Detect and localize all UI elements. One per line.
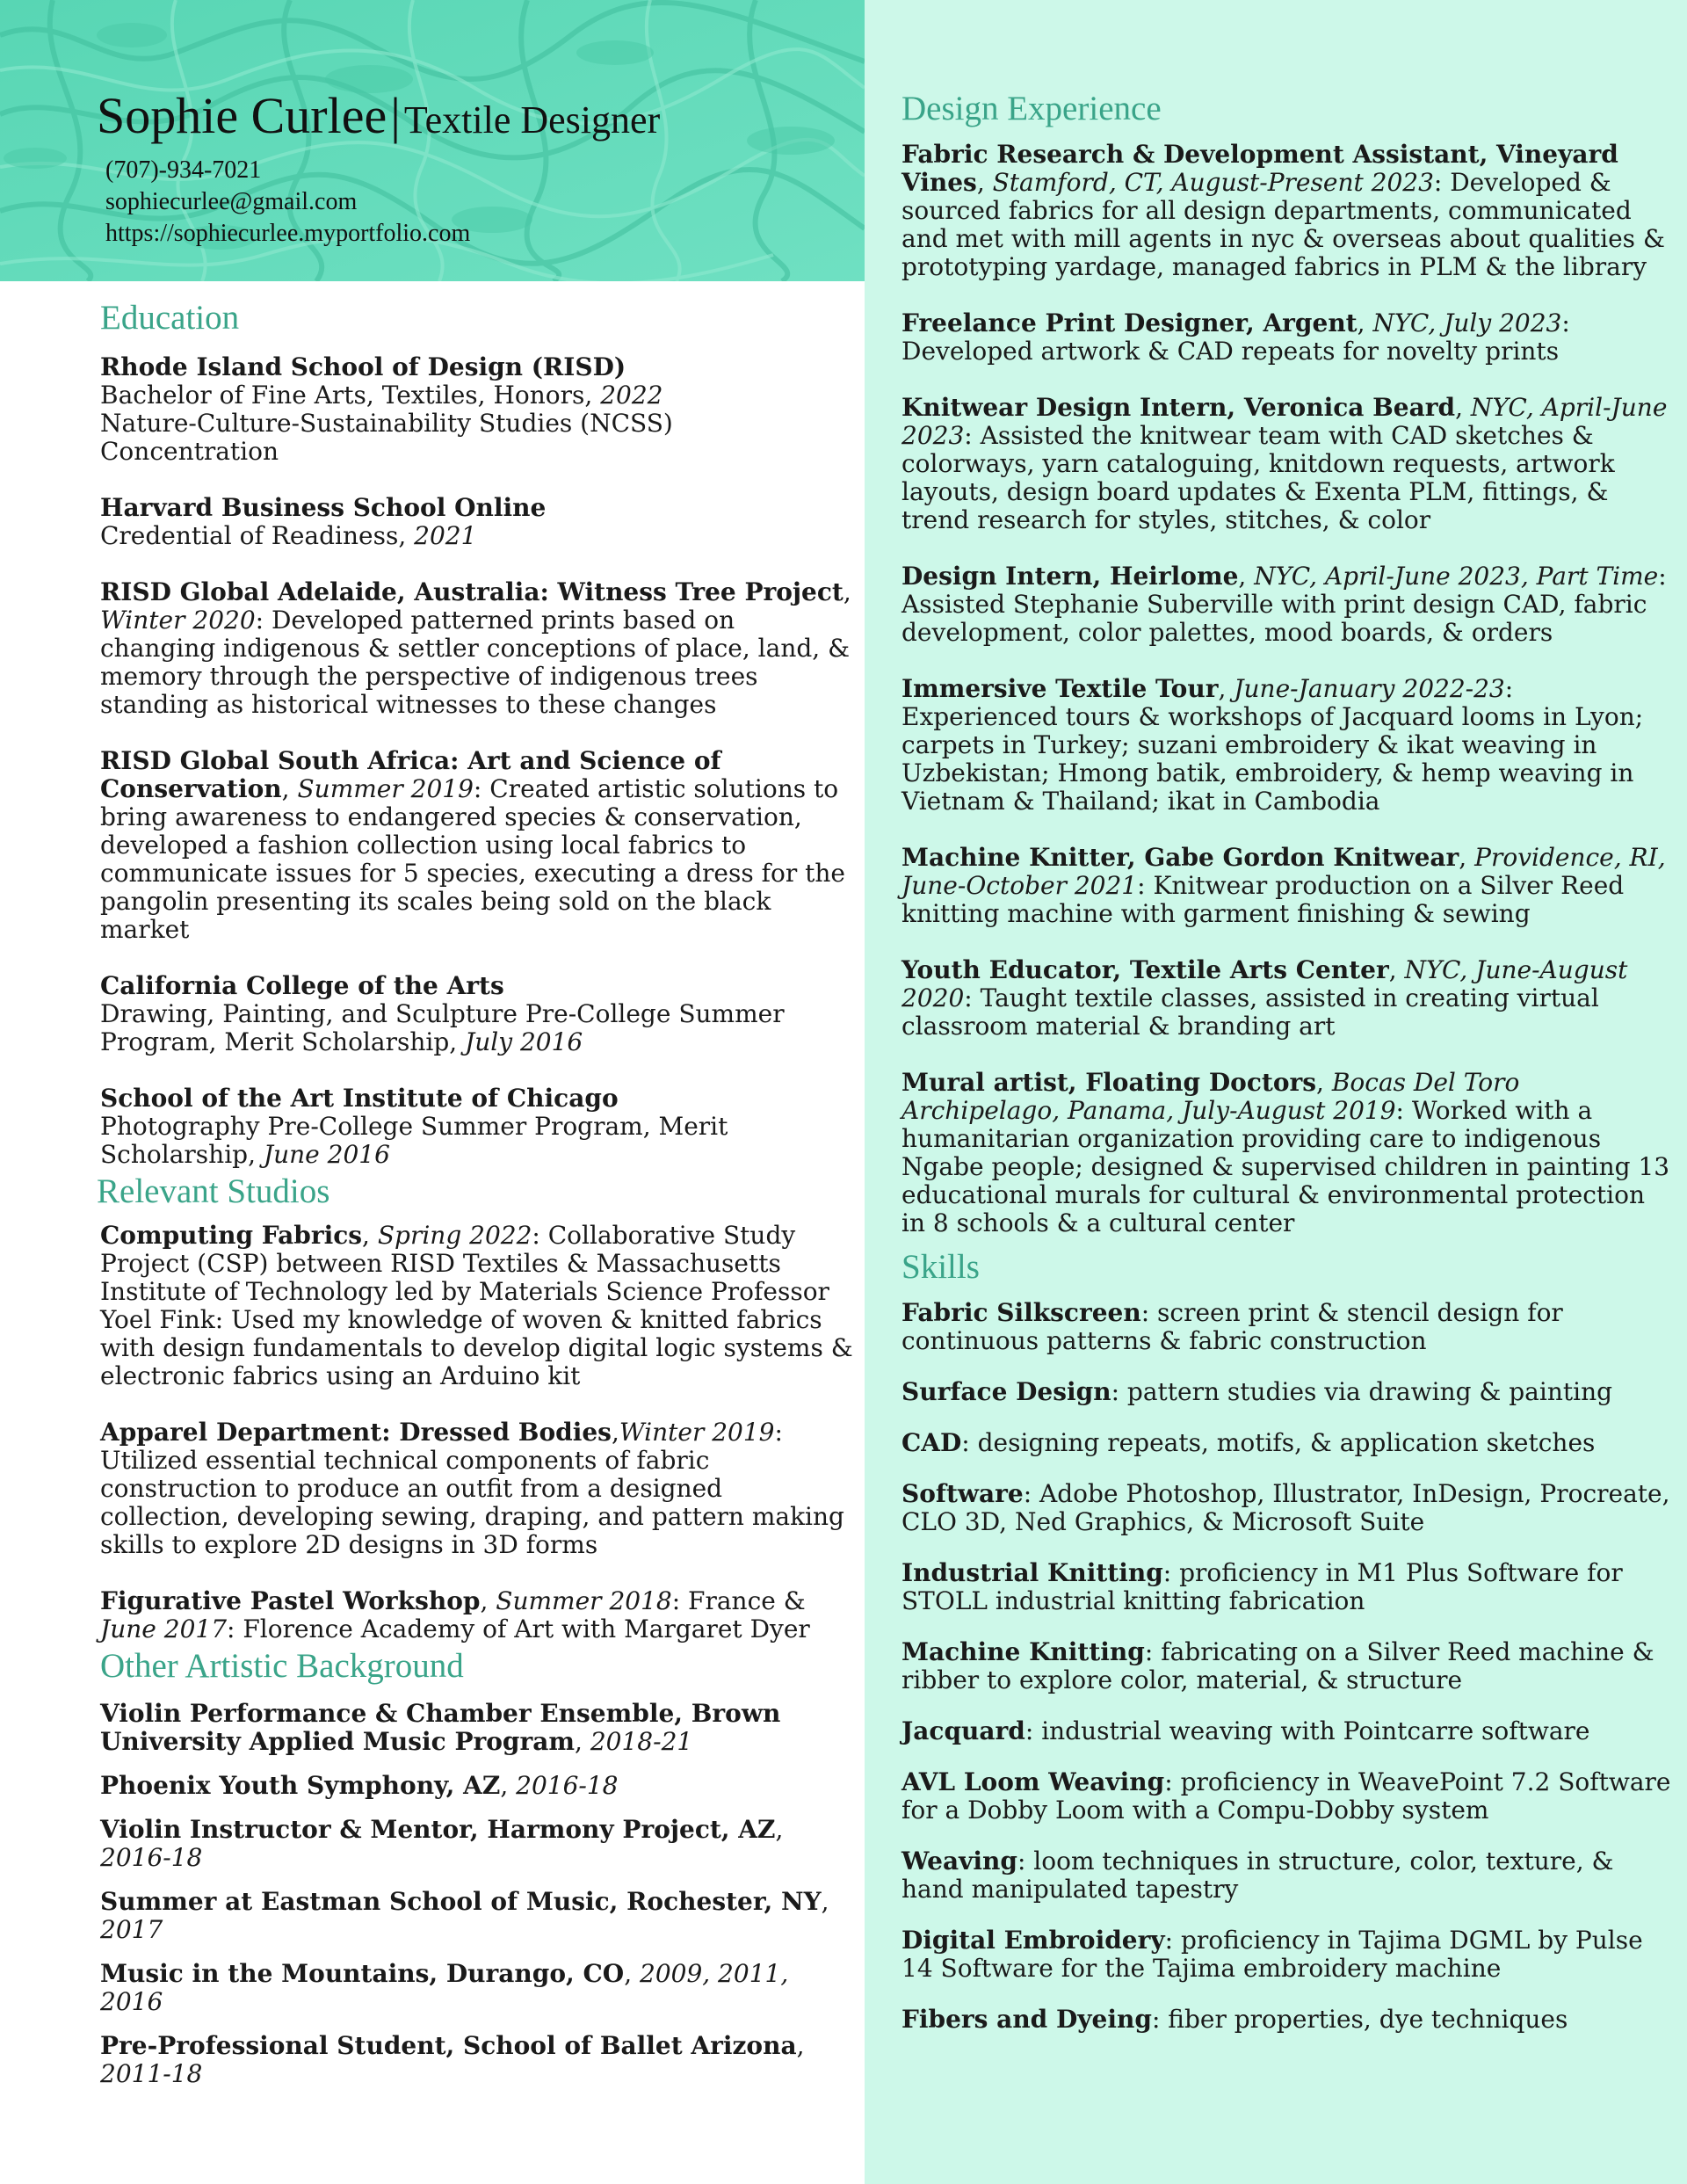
entry-title: Industrial Knitting: [901, 1558, 1163, 1587]
entry-text: ,: [821, 1887, 829, 1916]
artistic-list: [100, 1700, 856, 2088]
contact-block: [105, 155, 470, 250]
entry-description: : Utilized essential technical components of fabric construction to produce an outfit from a designed collection, developing sewing, draping, and pattern making skills to explore 2D designs in 3D forms: [100, 1418, 844, 1559]
entry-title: Surface Design: [901, 1377, 1111, 1406]
entry-text: ,: [611, 1418, 619, 1447]
education-list: [100, 353, 856, 1169]
entry-text: ,: [362, 1221, 378, 1250]
artistic-entry: [100, 1772, 856, 1800]
entry-date: June 2016: [263, 1140, 390, 1169]
entry-text: ,: [1459, 843, 1475, 872]
entry-title: Music in the Mountains, Durango, CO: [100, 1959, 625, 1988]
entry-date: Spring 2022: [377, 1221, 532, 1250]
entry-description: : Developed patterned prints based on changing indigenous & settler conceptions of place, land, & memory through the perspective of indigenous trees standing as historical witnesses to these changes: [100, 606, 851, 719]
entry-title: Digital Embroidery: [901, 1926, 1165, 1955]
entry-description: : Collaborative Study Project (CSP) between RISD Textiles & Massachusetts Institute of Technology led by Materials Science Professor Yoel Fink: Used my knowledge of woven & knitted fabrics with design fundamentals to develop digital logic systems & electronic fabrics using an Arduino kit: [100, 1221, 853, 1390]
experience-entry: [901, 394, 1675, 534]
studios-list: [100, 1222, 856, 1643]
entry-text: Credential of Readiness,: [100, 521, 415, 550]
entry-description: : Knitwear production on a Silver Reed knitting machine with garment finishing & sewing: [901, 871, 1625, 928]
entry-description: : Developed & sourced fabrics for all design departments, communicated and met with mill agents in nyc & overseas about qualities & prototyping yardage, managed fabrics in PLM & the library: [901, 168, 1665, 281]
entry-title: Weaving: [901, 1847, 1017, 1876]
entry-title: Violin Performance & Chamber Ensemble, Brown University Applied Music Program: [100, 1699, 781, 1756]
education-entry: [100, 578, 856, 719]
entry-text: Bachelor of Fine Arts, Textiles, Honors,: [100, 381, 601, 410]
entry-text: ,: [775, 1815, 784, 1844]
entry-text: ,: [480, 1586, 496, 1615]
entry-text: ,: [1388, 955, 1405, 984]
entry-date: NYC, April-June 2023, Part Time: [1254, 562, 1659, 591]
entry-text: ,: [575, 1727, 590, 1756]
entry-title: Violin Instructor & Mentor, Harmony Project, AZ: [100, 1815, 776, 1844]
entry-date: 2016-18: [100, 1843, 203, 1872]
section-title-skills: Skills: [901, 1248, 980, 1286]
entry-description: : proficiency in Tajima DGML by Pulse 14 Software for the Tajima embroidery machine: [901, 1926, 1643, 1983]
entry-title: Rhode Island School of Design (RISD): [100, 352, 626, 381]
experience-list: [901, 141, 1675, 1237]
entry-description: : Worked with a humanitarian organization providing care to indigenous Ngabe people; designed & supervised children in painting 13 educational murals for cultural & environmental protection in 8 schools & a cultural center: [901, 1096, 1670, 1237]
experience-entry: [901, 562, 1675, 647]
entry-description: : Assisted the knitwear team with CAD sketches & colorways, yarn cataloguing, knitdown requests, artwork layouts, design board updates & Exenta PLM, fittings, & trend research for styles, stitches, & color: [901, 421, 1615, 534]
entry-title: Jacquard: [901, 1716, 1025, 1745]
entry-description: : designing repeats, motifs, & application sketches: [961, 1428, 1596, 1457]
entry-date: Summer 2018: [496, 1586, 672, 1615]
entry-title: Apparel Department: Dressed Bodies: [100, 1418, 612, 1447]
entry-text: ,: [976, 168, 993, 197]
skill-entry: [901, 1717, 1675, 1745]
skill-entry: [901, 1299, 1675, 1355]
artistic-entry: [100, 1700, 856, 1756]
entry-title: AVL Loom Weaving: [901, 1767, 1165, 1796]
entry-description: : industrial weaving with Pointcarre software: [1025, 1716, 1590, 1745]
entry-date: Summer 2019: [297, 774, 474, 803]
artistic-entry: [100, 1816, 856, 1872]
entry-description: : loom techniques in structure, color, texture, & hand manipulated tapestry: [901, 1847, 1614, 1904]
entry-title: Software: [901, 1479, 1024, 1508]
skill-entry: [901, 2006, 1675, 2034]
section-title-experience: Design Experience: [901, 90, 1162, 127]
experience-entry: [901, 141, 1675, 281]
entry-date: 2011-18: [100, 2059, 203, 2088]
studio-entry: [100, 1587, 856, 1643]
entry-title: Fibers and Dyeing: [901, 2005, 1152, 2034]
section-title-studios: Relevant Studios: [97, 1172, 330, 1210]
entry-date: June-January 2022-23: [1234, 674, 1505, 703]
entry-date: Winter 2020: [100, 606, 256, 635]
entry-date: Bocas Del Toro Archipelago, Panama, July-August 2019: [901, 1068, 1520, 1125]
name-title-line: [97, 86, 660, 145]
entry-date: NYC, April-June 2023: [901, 393, 1668, 450]
entry-description: : proficiency in M1 Plus Software for STOLL industrial knitting fabrication: [901, 1558, 1623, 1615]
portfolio-link[interactable]: https://sophiecurlee.myportfolio.com: [105, 220, 471, 247]
phone-number[interactable]: (707)-934-7021: [105, 156, 262, 184]
entry-description: : Developed artwork & CAD repeats for novelty prints: [901, 308, 1570, 366]
entry-text: ,: [1357, 308, 1373, 337]
right-column: [901, 88, 1675, 2057]
entry-text: ,: [796, 2031, 805, 2060]
entry-text: ,: [624, 1959, 640, 1988]
email-link[interactable]: sophiecurlee@gmail.com: [105, 188, 358, 215]
entry-date: 2022: [600, 381, 663, 410]
entry-title: Fabric Research & Development Assistant, Vineyard Vines: [901, 140, 1618, 197]
entry-title: School of the Art Institute of Chicago: [100, 1084, 619, 1113]
studio-entry: [100, 1419, 856, 1559]
artistic-entry: [100, 2032, 856, 2088]
entry-title: Computing Fabrics: [100, 1221, 363, 1250]
entry-title: Youth Educator, Textile Arts Center: [901, 955, 1389, 984]
entry-title: CAD: [901, 1428, 962, 1457]
entry-text: ,: [843, 577, 851, 606]
entry-date: Winter 2019: [619, 1418, 775, 1447]
experience-entry: [901, 309, 1675, 366]
candidate-name: Sophie Curlee: [97, 87, 387, 144]
education-entry: [100, 353, 856, 466]
skill-entry: [901, 1559, 1675, 1615]
entry-title: Machine Knitter, Gabe Gordon Knitwear: [901, 843, 1459, 872]
experience-entry: [901, 1069, 1675, 1237]
left-column: [97, 297, 856, 2104]
skill-entry: [901, 1429, 1675, 1457]
entry-title: Pre-Professional Student, School of Ballet Arizona: [100, 2031, 797, 2060]
skill-entry: [901, 1378, 1675, 1406]
entry-text: Drawing, Painting, and Sculpture Pre-College Summer Program, Merit Scholarship,: [100, 999, 785, 1056]
artistic-entry: [100, 1960, 856, 2016]
entry-title: Phoenix Youth Symphony, AZ: [100, 1771, 501, 1800]
entry-date: Stamford, CT, August-Present 2023: [992, 168, 1434, 197]
header-banner: [0, 0, 865, 281]
entry-date: 2018-21: [590, 1727, 693, 1756]
skill-entry: [901, 1847, 1675, 1904]
entry-date: 2016-18: [516, 1771, 619, 1800]
entry-date: Providence, RI, June-October 2021: [901, 843, 1666, 900]
job-title: Textile Designer: [403, 98, 661, 141]
education-entry: [100, 972, 856, 1056]
skill-entry: [901, 1926, 1675, 1983]
experience-entry: [901, 956, 1675, 1041]
entry-description: : pattern studies via drawing & painting: [1111, 1377, 1613, 1406]
education-entry: [100, 747, 856, 944]
entry-date: July 2016: [465, 1027, 583, 1056]
entry-title: Harvard Business School Online: [100, 493, 547, 522]
entry-title: Figurative Pastel Workshop: [100, 1586, 481, 1615]
entry-description: : Adobe Photoshop, Illustrator, InDesign, Procreate, CLO 3D, Ned Graphics, & Microsoft Suite: [901, 1479, 1670, 1536]
entry-description: : Created artistic solutions to bring awareness to endangered species & conservation, developed a fashion collection using local fabrics to communicate issues for 5 species, executing a dress for the pangolin presenting its scales being sold on the black market: [100, 774, 845, 944]
entry-title: RISD Global Adelaide, Australia: Witness Tree Project: [100, 577, 844, 606]
entry-title: Freelance Print Designer, Argent: [901, 308, 1358, 337]
entry-title: Summer at Eastman School of Music, Rochester, NY: [100, 1887, 822, 1916]
entry-description: : Florence Academy of Art with Margaret Dyer: [227, 1614, 810, 1643]
experience-entry: [901, 844, 1675, 928]
entry-date: 2017: [100, 1915, 163, 1944]
education-entry: [100, 1085, 856, 1169]
entry-text: ,: [281, 774, 298, 803]
skill-entry: [901, 1768, 1675, 1825]
entry-text: Photography Pre-College Summer Program, Merit Scholarship,: [100, 1112, 728, 1169]
entry-title: Design Intern, Heirlome: [901, 562, 1239, 591]
entry-text: ,: [1218, 674, 1234, 703]
entry-description: : Experienced tours & workshops of Jacquard looms in Lyon; carpets in Turkey; suzani embroidery & ikat weaving in Uzbekistan; Hmong batik, embroidery, & hemp weaving in Vietnam & Thailand; ikat in Cambodia: [901, 674, 1644, 816]
entry-description: : screen print & stencil design for continuous patterns & fabric construction: [901, 1298, 1563, 1355]
entry-title: Knitwear Design Intern, Veronica Beard: [901, 393, 1456, 422]
entry-title: Machine Knitting: [901, 1637, 1145, 1666]
entry-text: ,: [1316, 1068, 1332, 1097]
entry-description: : Taught textile classes, assisted in creating virtual classroom material & branding art: [901, 983, 1599, 1041]
entry-description: Nature-Culture-Sustainability Studies (NCSS) Concentration: [100, 409, 673, 466]
entry-title: RISD Global South Africa: Art and Science of Conservation: [100, 746, 721, 803]
entry-date: NYC, July 2023: [1372, 308, 1562, 337]
entry-description: : proficiency in WeavePoint 7.2 Software for a Dobby Loom with a Compu-Dobby system: [901, 1767, 1671, 1825]
skill-entry: [901, 1638, 1675, 1694]
entry-date: 2009, 2011, 2016: [100, 1959, 789, 2016]
name-separator: |: [390, 87, 401, 144]
skills-list: [901, 1299, 1675, 2034]
entry-text: ,: [1455, 393, 1471, 422]
studio-entry: [100, 1222, 856, 1390]
section-title-artistic: Other Artistic Background: [100, 1647, 464, 1685]
artistic-entry: [100, 1888, 856, 1944]
entry-description: : Assisted Stephanie Suberville with print design CAD, fabric development, color palettes, mood boards, & orders: [901, 562, 1667, 647]
entry-description: : fiber properties, dye techniques: [1151, 2005, 1568, 2034]
entry-description: : fabricating on a Silver Reed machine & ribber to explore color, material, & structure: [901, 1637, 1654, 1694]
entry-title: California College of the Arts: [100, 971, 504, 1000]
entry-date: June 2017: [100, 1614, 228, 1643]
entry-title: Immersive Textile Tour: [901, 674, 1219, 703]
education-entry: [100, 494, 856, 550]
entry-title: Mural artist, Floating Doctors: [901, 1068, 1317, 1097]
entry-text: ,: [1238, 562, 1255, 591]
entry-title: Fabric Silkscreen: [901, 1298, 1141, 1327]
skill-entry: [901, 1480, 1675, 1536]
entry-date: 2021: [414, 521, 477, 550]
section-title-education: Education: [100, 299, 240, 337]
entry-description: : France &: [671, 1586, 806, 1615]
entry-text: ,: [500, 1771, 517, 1800]
experience-entry: [901, 675, 1675, 816]
entry-date: NYC, June-August 2020: [901, 955, 1628, 1012]
